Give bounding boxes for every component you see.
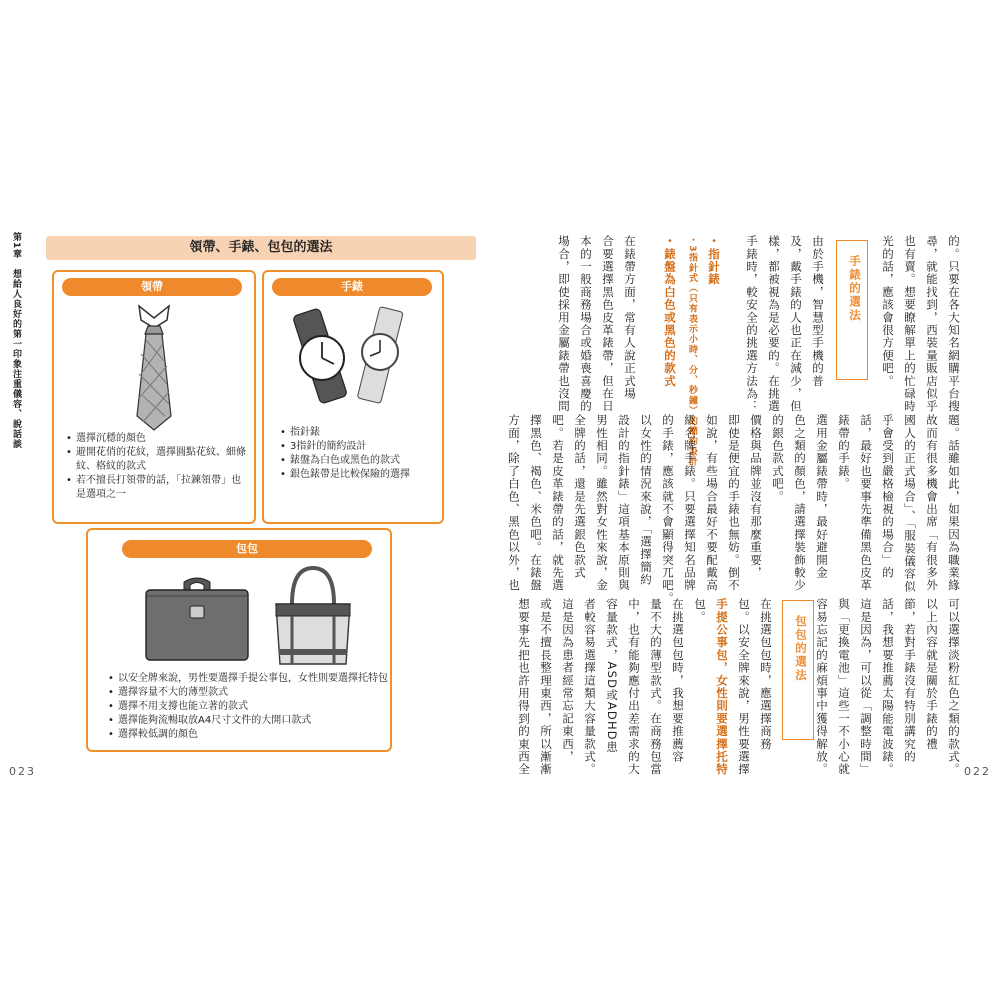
text-column: 的銀色款式吧。 — [771, 414, 785, 503]
text-column: 吧。若是皮革錶帶的話，就先選 — [551, 414, 565, 592]
watch-title: 手錶 — [272, 278, 432, 296]
watch-illustration — [292, 302, 422, 412]
text-column: 量不大的薄型款式。在商務包當 — [649, 598, 663, 776]
bag-bullet: • 以安全牌來說，男性要選擇手提公事包，女性則要選擇托特包 — [108, 672, 388, 686]
tie-panel — [52, 270, 256, 524]
text-column: 以上內容就是關於手錶的禮 — [925, 598, 939, 751]
text-column: 場合，即使採用金屬錶帶也沒問 — [557, 235, 571, 413]
text-column: 題。話雖如此，如果因為職業緣 — [947, 414, 961, 592]
bag-section-heading: 包包的選法 — [782, 600, 814, 740]
tie-bullet: • 若不擅長打領帶的話，「拉鍊領帶」也是選項之一 — [66, 474, 246, 502]
text-column: 手錶時，較安全的挑選方法為： — [745, 235, 759, 413]
text-column: 容易忘記的麻煩事中獲得解放。 — [815, 598, 829, 776]
text-column: 這是因為患者經常忘記東西， — [561, 598, 575, 764]
text-column: 光的話，應該會很方便吧。 — [881, 235, 895, 388]
bag-bullet: • 選擇能夠流暢取放A4尺寸文件的大開口款式 — [108, 714, 388, 728]
text-column: 男性相同。雖然對女性來說，金 — [595, 414, 609, 592]
watch-point: ・錶盤為白色或黑色的款式 — [663, 235, 677, 388]
text-column: 的。只要在各大知名網購平台搜 — [947, 235, 961, 413]
text-column: 如說，有些場合最好不要配戴高 — [705, 414, 719, 592]
text-column: 方面，除了白色、黑色以外，也 — [507, 414, 521, 592]
tie-bullet: • 選擇沉穩的顏色 — [66, 432, 246, 446]
text-column: 擇黑色、褐色、米色吧。在錶盤 — [529, 414, 543, 592]
text-column: 或是不擅長整理東西，所以漸漸 — [539, 598, 553, 776]
briefcase-illustration — [142, 574, 252, 664]
text-column: 樣，都被視為是必要的。在挑選 — [767, 235, 781, 413]
text-column: 容量款式，ASD或ADHD患 — [605, 598, 619, 754]
bag-bullet: • 選擇較低調的顏色 — [108, 728, 388, 742]
bag-bullet: • 選擇容量不大的薄型款式 — [108, 686, 388, 700]
text-column: 手提公事包，女性則要選擇托特 — [715, 598, 729, 776]
text-column: 即使是便宜的手錶也無妨。倒不 — [727, 414, 741, 592]
page-number-left: 023 — [9, 765, 36, 778]
text-column: 級名牌手錶。只要選擇知名品牌 — [683, 414, 697, 592]
watch-panel — [262, 270, 444, 524]
text-column: 與「更換電池」這些一不小心就 — [837, 598, 851, 776]
watch-bullet: • 3指針的簡約設計 — [280, 440, 440, 454]
text-column: 乎會受到嚴格檢視的場合」的 — [881, 414, 895, 580]
text-column: 包。以安全牌來說，男性要選擇 — [737, 598, 751, 776]
text-column: 色之類的顏色，請選擇裝飾較少 — [793, 414, 807, 592]
page-number-right: 022 — [964, 765, 991, 778]
text-column: 在挑選包包時，我想要推薦容 — [671, 598, 685, 764]
bag-title: 包包 — [122, 540, 372, 558]
text-column: 合要選擇黑色皮革錶帶，但在日 — [601, 235, 615, 413]
tie-bullet-list — [66, 432, 246, 502]
watch-point: ・指針錶 — [707, 235, 721, 286]
text-column: 想要事先把也許用得到的東西全 — [517, 598, 531, 776]
text-column: 節，若對手錶沒有特別講究的 — [903, 598, 917, 764]
watch-point: ・3指針式（只有表示小時、分、秒鐘）的簡約設計 — [687, 235, 697, 467]
watch-bullet: • 指針錶 — [280, 426, 440, 440]
text-column: 以女性的情況來說，「選擇簡約 — [639, 414, 653, 587]
text-column: 選用金屬錶帶時，最好避開金 — [815, 414, 829, 580]
tie-illustration — [119, 304, 189, 434]
watch-section-heading: 手錶的選法 — [836, 240, 868, 380]
tie-bullet: • 避開花俏的花紋，選擇圓點花紋、細條紋、格紋的款式 — [66, 446, 246, 474]
text-column: 這是因為，可以從「調整時間」 — [859, 598, 873, 776]
text-column: 也有賣。想要瞭解單上的忙碌時 — [903, 235, 917, 413]
text-column: 由於手機，智慧型手機的普 — [811, 235, 825, 388]
text-column: 中，也有能夠應付出差需求的大 — [627, 598, 641, 776]
text-column: 話，最好也要事先準備黑色皮革 — [859, 414, 873, 592]
watch-bullet-list — [280, 426, 440, 482]
text-column: 故而有很多機會出席「有很多外 — [925, 414, 939, 592]
text-column: 者較容易選擇這類大容量款式。 — [583, 598, 597, 776]
watch-bullet: • 銀色錶帶是比較保險的選擇 — [280, 468, 440, 482]
text-column: 全牌的話，還是先選銀色款式 — [573, 414, 587, 580]
bag-bullet: • 選擇不用支撐也能立著的款式 — [108, 700, 388, 714]
text-column: 話，我想要推薦太陽能電波錶。 — [881, 598, 895, 776]
text-column: 價格與品牌並沒有那麼重要， — [749, 414, 763, 580]
text-column: 在挑選包包時，應選擇商務 — [759, 598, 773, 751]
text-column: 尋，就能找到，西裝量販店似乎 — [925, 235, 939, 413]
text-column: 設計的指針錶」這項基本原則與 — [617, 414, 631, 592]
watch-bullet: • 錶盤為白色或黑色的款式 — [280, 454, 440, 468]
text-column: 包。 — [693, 598, 707, 624]
text-column: 國人的正式場合」、「服裝儀容似 — [903, 414, 917, 593]
bag-bullet-list — [108, 672, 388, 742]
bag-panel — [86, 528, 392, 752]
section-banner: 領帶、手錶、包包的選法 — [46, 236, 476, 260]
text-column: 可以選擇淡粉紅色之類的款式。 — [947, 598, 961, 776]
text-column: 的手錶，應該就不會顯得突兀吧。 — [661, 414, 675, 605]
text-column: 及，戴手錶的人也正在減少，但 — [789, 235, 803, 413]
tie-title: 領帶 — [62, 278, 242, 296]
chapter-running-header: 第1章 想給人良好的第一印象注重儀容、說話談 — [11, 232, 21, 450]
tote-bag-illustration — [270, 564, 356, 668]
text-column: 本的一般商務場合或婚喪喜慶的 — [579, 235, 593, 413]
text-column: 在錶帶方面，常有人說正式場 — [623, 235, 637, 401]
text-column: 錶帶的手錶。 — [837, 414, 851, 491]
